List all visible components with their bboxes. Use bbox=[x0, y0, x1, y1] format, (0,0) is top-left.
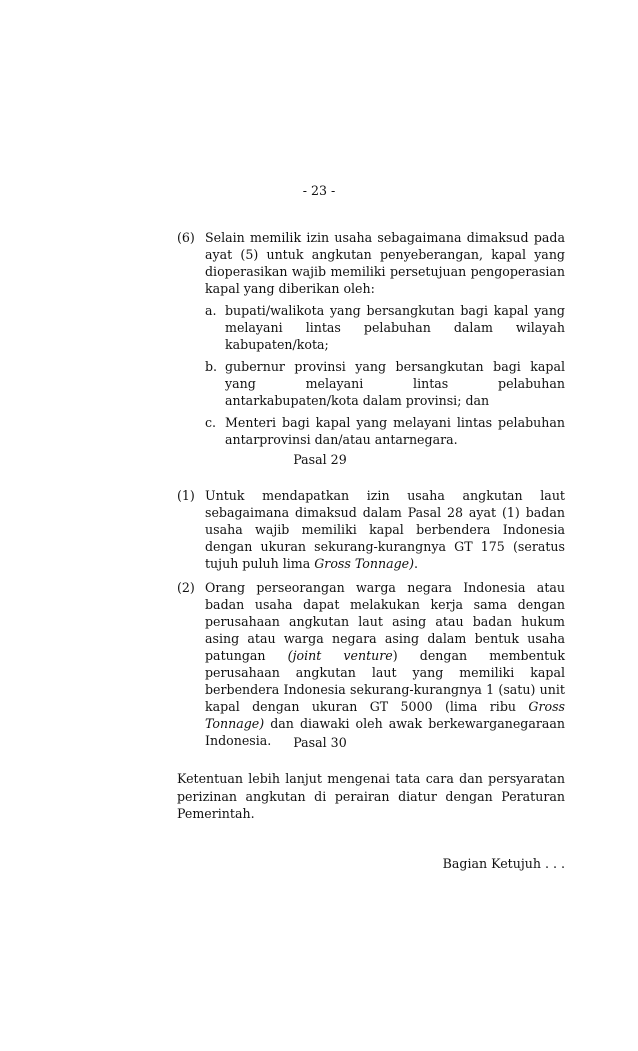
item-letter: a. bbox=[205, 303, 217, 318]
paragraph-text: Untuk mendapatkan izin usaha angkutan laut sebagaimana dimaksud dalam Pasal 28 ayat (1) badan usaha wajib memiliki kapal berbendera Indonesia dengan ukuran sekurang-kurangnya GT 175 (seratus tujuh puluh lima bbox=[205, 488, 565, 571]
paragraph-text-end: dan diawaki oleh awak berkewarganegaraan Indonesia. bbox=[205, 716, 565, 748]
paragraph-number: (2) bbox=[177, 580, 195, 595]
item-list bbox=[177, 302, 565, 448]
list-item bbox=[205, 302, 565, 353]
page-number: - 23 - bbox=[302, 183, 336, 198]
next-section-label: Bagian Ketujuh . . . bbox=[442, 856, 565, 871]
list-item bbox=[205, 358, 565, 409]
item-text: bupati/walikota yang bersangkutan bagi kapal yang melayani lintas pelabuhan dalam wilayah kabupaten/kota; bbox=[225, 303, 565, 352]
paragraph-italic: Gross Tonnage) bbox=[205, 699, 565, 731]
paragraph-text: ) dengan membentuk perusahaan angkutan laut yang memiliki kapal berbendera Indonesia sekurang-kurangnya 1 (satu) unit kapal dengan ukuran GT 5000 (lima ribu bbox=[205, 648, 565, 714]
paragraph-text: Selain memilik izin usaha sebagaimana dimaksud pada ayat (5) untuk angkutan penyeberangan, kapal yang dioperasikan wajib memiliki persetujuan pengoperasian kapal yang diberikan oleh: bbox=[205, 230, 565, 296]
paragraph-number: (6) bbox=[177, 230, 195, 245]
list-item bbox=[205, 414, 565, 448]
pasal-29-body bbox=[177, 487, 565, 749]
paragraph-text: Orang perseorangan warga negara Indonesia atau badan usaha dapat melakukan kerja sama dengan perusahaan angkutan laut asing atau badan hukum asing atau warga negara asing dalam bentuk usaha patungan bbox=[205, 580, 565, 663]
pasal-29-heading: Pasal 29 bbox=[293, 452, 347, 467]
pasal-30-heading: Pasal 30 bbox=[293, 735, 347, 750]
item-letter: c. bbox=[205, 415, 217, 430]
paragraph-1 bbox=[177, 487, 565, 572]
pasal-28-ayat-6 bbox=[177, 229, 565, 448]
paragraph-2 bbox=[177, 579, 565, 749]
paragraph-number: (1) bbox=[177, 488, 195, 503]
pasal-30-text: Ketentuan lebih lanjut mengenai tata cara dan persyaratan perizinan angkutan di perairan diatur dengan Peraturan Pemerintah. bbox=[177, 771, 565, 821]
item-text: Menteri bagi kapal yang melayani lintas pelabuhan antarprovinsi dan/atau antarnegara. bbox=[225, 415, 565, 447]
paragraph-italic: (joint venture bbox=[287, 648, 393, 663]
paragraph-6 bbox=[177, 229, 565, 297]
paragraph-text-end: . bbox=[414, 556, 419, 571]
item-letter: b. bbox=[205, 359, 218, 374]
item-text: gubernur provinsi yang bersangkutan bagi kapal yang melayani lintas pelabuhan antarkabupaten/kota dalam provinsi; dan bbox=[225, 359, 565, 408]
paragraph-italic: Gross Tonnage) bbox=[314, 556, 415, 571]
